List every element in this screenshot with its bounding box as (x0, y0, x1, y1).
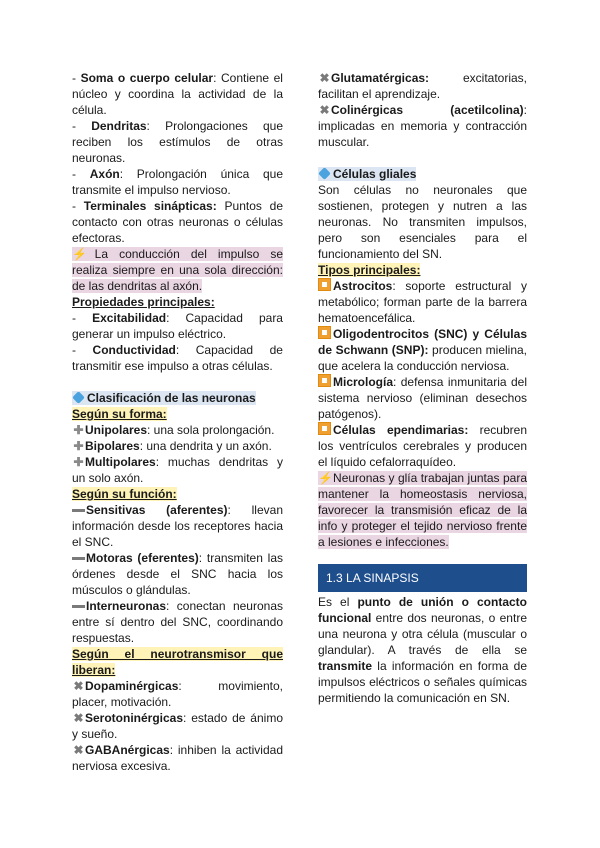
astrocitos-item: Astrocitos: soporte estructural y metabólico; forman parte de la barrera hematoencefálica. (318, 279, 527, 325)
lightning-icon: ⚡ (72, 247, 95, 261)
sensitivas-item: Sensitivas (aferentes): llevan información desde los receptores hacia el SNC. (72, 503, 283, 549)
lightning-icon: ⚡ (318, 471, 334, 485)
square-bullet-icon (318, 326, 331, 339)
glia-note: ⚡Neuronas y glía trabajan juntas para mantener la homeostasis nerviosa, favorecer la transmisión eficaz de la info y proteger el tejido nervioso frente a lesiones e infecciones. (318, 471, 527, 549)
dendritas-item: - Dendritas: Prolongaciones que reciben los estímulos de otras neuronas. (72, 119, 283, 165)
cross-icon: ✖ (73, 679, 84, 693)
minus-icon (72, 605, 85, 608)
oligodendrocitos-item: Oligodentrocitos (SNC) y Células de Schwann (SNP): producen mielina, que acelera la conducción nerviosa. (318, 327, 528, 373)
square-bullet-icon (318, 374, 331, 387)
excitabilidad-item: - Excitabilidad: Capacidad para generar un impulso eléctrico. (72, 311, 283, 341)
glutamatergicas-item: ✖Glutamatérgicas: excitatorias, facilitan el aprendizaje. (318, 71, 527, 101)
minus-icon (72, 557, 85, 560)
plus-icon: ✚ (73, 455, 84, 469)
tipos-title: Tipos principales: (318, 263, 421, 277)
right-column (318, 70, 527, 706)
left-column (72, 70, 283, 774)
colinergicas-item: ✖Colinérgicas (acetilcolina): implicadas en memoria y contracción muscular. (318, 103, 527, 149)
segun-neurotransmisor-title: Según el neurotransmisor que liberan: (72, 647, 283, 677)
dopaminergicas-item: ✖Dopaminérgicas: movimiento, placer, motivación. (72, 679, 283, 709)
gliales-title: Células gliales (318, 166, 527, 182)
cross-icon: ✖ (319, 103, 330, 117)
section-heading-sinapsis: 1.3 LA SINAPSIS (318, 564, 527, 592)
serotoninergicas-item: ✖Serotoninérgicas: estado de ánimo y sueño. (72, 711, 283, 741)
soma-item: - Soma o cuerpo celular: Contiene el núcleo y coordina la actividad de la célula. (72, 71, 283, 117)
diamond-icon (72, 391, 85, 404)
bipolares-item: ✚Bipolares: una dendrita y un axón. (73, 439, 272, 453)
impulso-note: ⚡La conducción del impulso se realiza siempre en una sola dirección: de las dendritas al axón. (72, 247, 283, 293)
gliales-text: Son células no neuronales que sostienen, protegen y nutren a las neuronas. No transmiten impulsos, pero son esenciales para el funcionamiento del SN. (318, 183, 527, 261)
square-bullet-icon (318, 422, 331, 435)
micrologia-item: Micrología: defensa inmunitaria del sistema nervioso (eliminan desechos patógenos). (318, 375, 527, 421)
axon-item: - Axón: Prolongación única que transmite el impulso nervioso. (72, 167, 283, 197)
segun-funcion-title: Según su función: (72, 487, 177, 501)
plus-icon: ✚ (73, 439, 84, 453)
cross-icon: ✖ (73, 711, 84, 725)
diamond-icon (318, 167, 331, 180)
sinapsis-text: Es el punto de unión o contacto funcional entre dos neuronas, o entre una neurona y otra célula (muscular o glandular). A través de ella se transmite la información en forma de impulsos eléctricos o señales químicas permitiendo la comunicación en SN. (318, 595, 527, 705)
cross-icon: ✖ (73, 743, 84, 757)
propiedades-title: Propiedades principales: (72, 295, 215, 309)
interneuronas-item: Interneuronas: conectan neuronas entre sí dentro del SNC, coordinando respuestas. (72, 599, 283, 645)
plus-icon: ✚ (73, 423, 84, 437)
clasificacion-title: Clasificación de las neuronas (72, 390, 283, 406)
ependimarias-item: Células ependimarias: recubren los ventrículos cerebrales y producen el líquido cefalorraquídeo. (318, 423, 527, 469)
segun-forma-title: Según su forma: (72, 407, 167, 421)
square-bullet-icon (318, 278, 331, 291)
gabanergicas-item: ✖GABAnérgicas: inhiben la actividad nerviosa excesiva. (72, 743, 283, 773)
motoras-item: Motoras (eferentes): transmiten las órdenes desde el SNC hacia los músculos o glándulas. (72, 551, 283, 597)
cross-icon: ✖ (319, 71, 330, 85)
conductividad-item: - Conductividad: Capacidad de transmitir ese impulso a otras células. (72, 343, 283, 373)
minus-icon (72, 509, 85, 512)
terminales-item: - Terminales sinápticas: Puntos de contacto con otras neuronas o células efectoras. (72, 199, 283, 245)
multipolares-item: ✚Multipolares: muchas dendritas y un solo axón. (72, 455, 283, 485)
unipolares-item: ✚Unipolares: una sola prolongación. (73, 423, 275, 437)
